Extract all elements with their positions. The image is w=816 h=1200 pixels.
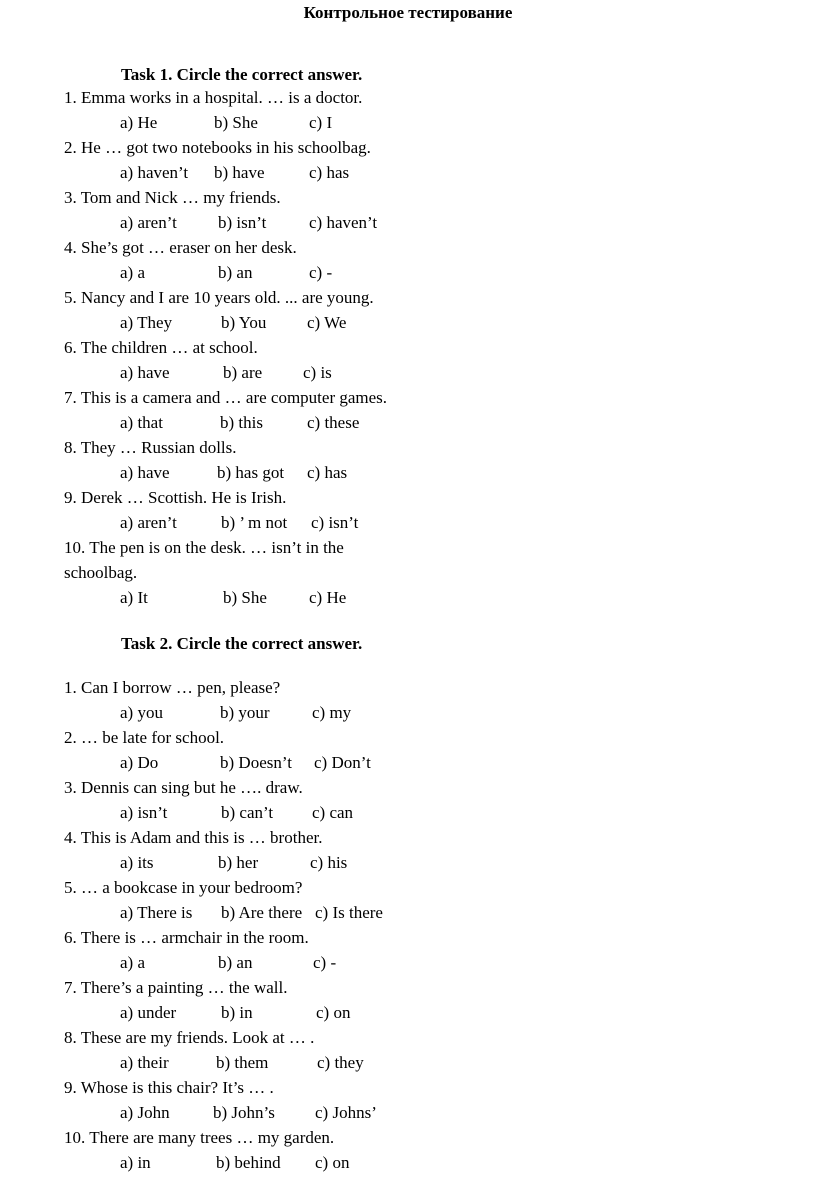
- option-c[interactable]: c) Is there: [315, 903, 383, 922]
- task1-options-3: [120, 212, 460, 234]
- task1-options-10: [120, 587, 460, 609]
- task2-question-5: 5. … a bookcase in your bedroom?: [64, 878, 303, 897]
- option-b[interactable]: b) her: [218, 853, 259, 872]
- option-a[interactable]: a) in: [120, 1153, 151, 1172]
- page-title: Контрольное тестирование: [303, 3, 513, 22]
- option-b[interactable]: b) this: [220, 413, 263, 432]
- task1-question-2: 2. He … got two notebooks in his schoolbag.: [64, 138, 371, 157]
- task1-options-2: [120, 162, 460, 184]
- task2-question-2: 2. … be late for school.: [64, 728, 225, 747]
- option-b[interactable]: b) Doesn’t: [220, 753, 292, 772]
- task2-options-3: [120, 802, 460, 824]
- option-c[interactable]: c) on: [315, 1153, 350, 1172]
- task2-question-4: 4. This is Adam and this is … brother.: [64, 828, 323, 847]
- option-a[interactable]: a) a: [120, 953, 146, 972]
- task1-options-1: [120, 112, 460, 134]
- option-c[interactable]: c) We: [307, 313, 347, 332]
- task2-options-4: [120, 852, 460, 874]
- task2-options-5: [120, 902, 460, 924]
- option-b[interactable]: b) them: [216, 1053, 269, 1072]
- option-c[interactable]: c) haven’t: [309, 213, 378, 232]
- option-a[interactable]: a) its: [120, 853, 154, 872]
- option-b[interactable]: b) She: [223, 588, 267, 607]
- option-a[interactable]: a) There is: [120, 903, 193, 922]
- option-b[interactable]: b) an: [218, 953, 253, 972]
- option-a[interactable]: a) have: [120, 363, 170, 382]
- option-b[interactable]: b) ’ m not: [221, 513, 288, 532]
- task2-heading: Task 2. Circle the correct answer.: [121, 634, 363, 653]
- task1-options-6: [120, 362, 460, 384]
- option-c[interactable]: c) can: [312, 803, 354, 822]
- option-a[interactable]: a) aren’t: [120, 213, 177, 232]
- option-a[interactable]: a) haven’t: [120, 163, 189, 182]
- task1-options-7: [120, 412, 460, 434]
- option-b[interactable]: b) John’s: [213, 1103, 275, 1122]
- option-a[interactable]: a) a: [120, 263, 146, 282]
- task1-question-4: 4. She’s got … eraser on her desk.: [64, 238, 297, 257]
- option-b[interactable]: b) She: [214, 113, 258, 132]
- option-c[interactable]: c) is: [303, 363, 332, 382]
- option-b[interactable]: b) your: [220, 703, 270, 722]
- option-b[interactable]: b) Are there: [221, 903, 303, 922]
- option-b[interactable]: b) has got: [217, 463, 285, 482]
- option-c[interactable]: c) Don’t: [314, 753, 371, 772]
- option-c[interactable]: c) they: [317, 1053, 364, 1072]
- task1-question-1: 1. Emma works in a hospital. … is a doctor.: [64, 88, 363, 107]
- task1-options-5: [120, 312, 460, 334]
- task2-options-7: [120, 1002, 460, 1024]
- task1-question-7: 7. This is a camera and … are computer games.: [64, 388, 388, 407]
- task2-options-2: [120, 752, 460, 774]
- option-c[interactable]: c) He: [309, 588, 347, 607]
- task1-options-4: [120, 262, 460, 284]
- option-c[interactable]: c) on: [316, 1003, 351, 1022]
- task2-question-3: 3. Dennis can sing but he …. draw.: [64, 778, 303, 797]
- task2-question-1: 1. Can I borrow … pen, please?: [64, 678, 281, 697]
- option-b[interactable]: b) behind: [216, 1153, 281, 1172]
- option-c[interactable]: c) Johns’: [315, 1103, 377, 1122]
- option-c[interactable]: c) has: [307, 463, 348, 482]
- task2-options-1: [120, 702, 460, 724]
- option-c[interactable]: c) these: [307, 413, 360, 432]
- task2-options-10: [120, 1152, 460, 1174]
- option-a[interactable]: a) isn’t: [120, 803, 168, 822]
- task1-options-8: [120, 462, 460, 484]
- option-b[interactable]: b) have: [214, 163, 265, 182]
- option-a[interactable]: a) Do: [120, 753, 159, 772]
- option-b[interactable]: b) can’t: [221, 803, 274, 822]
- task2-options-8: [120, 1052, 460, 1074]
- option-c[interactable]: c) has: [309, 163, 350, 182]
- task1-heading: Task 1. Circle the correct answer.: [121, 65, 363, 84]
- option-a[interactable]: a) It: [120, 588, 148, 607]
- task2-question-8: 8. These are my friends. Look at … .: [64, 1028, 315, 1047]
- option-b[interactable]: b) in: [221, 1003, 253, 1022]
- task1-question-8: 8. They … Russian dolls.: [64, 438, 237, 457]
- option-c[interactable]: c) -: [313, 953, 337, 972]
- task2-options-9: [120, 1102, 460, 1124]
- option-c[interactable]: c) -: [309, 263, 333, 282]
- option-c[interactable]: c) his: [310, 853, 348, 872]
- option-b[interactable]: b) You: [221, 313, 267, 332]
- option-b[interactable]: b) are: [223, 363, 263, 382]
- option-a[interactable]: a) under: [120, 1003, 177, 1022]
- task1-question-10-continued: schoolbag.: [64, 563, 138, 582]
- option-c[interactable]: c) my: [312, 703, 352, 722]
- option-c[interactable]: c) I: [309, 113, 333, 132]
- task1-question-10: 10. The pen is on the desk. … isn’t in the: [64, 538, 344, 557]
- task1-options-9: [120, 512, 460, 534]
- option-a[interactable]: a) John: [120, 1103, 170, 1122]
- task1-question-6: 6. The children … at school.: [64, 338, 258, 357]
- option-a[interactable]: a) you: [120, 703, 163, 722]
- option-a[interactable]: a) He: [120, 113, 158, 132]
- task2-question-10: 10. There are many trees … my garden.: [64, 1128, 335, 1147]
- task2-question-9: 9. Whose is this chair? It’s … .: [64, 1078, 274, 1097]
- option-b[interactable]: b) an: [218, 263, 253, 282]
- option-c[interactable]: c) isn’t: [311, 513, 359, 532]
- task1-question-3: 3. Tom and Nick … my friends.: [64, 188, 281, 207]
- option-b[interactable]: b) isn’t: [218, 213, 267, 232]
- option-a[interactable]: a) that: [120, 413, 163, 432]
- task2-question-7: 7. There’s a painting … the wall.: [64, 978, 288, 997]
- option-a[interactable]: a) They: [120, 313, 173, 332]
- option-a[interactable]: a) have: [120, 463, 170, 482]
- option-a[interactable]: a) their: [120, 1053, 169, 1072]
- task2-options-6: [120, 952, 460, 974]
- task2-question-6: 6. There is … armchair in the room.: [64, 928, 309, 947]
- option-a[interactable]: a) aren’t: [120, 513, 177, 532]
- task1-question-9: 9. Derek … Scottish. He is Irish.: [64, 488, 287, 507]
- task1-question-5: 5. Nancy and I are 10 years old. ... are young.: [64, 288, 374, 307]
